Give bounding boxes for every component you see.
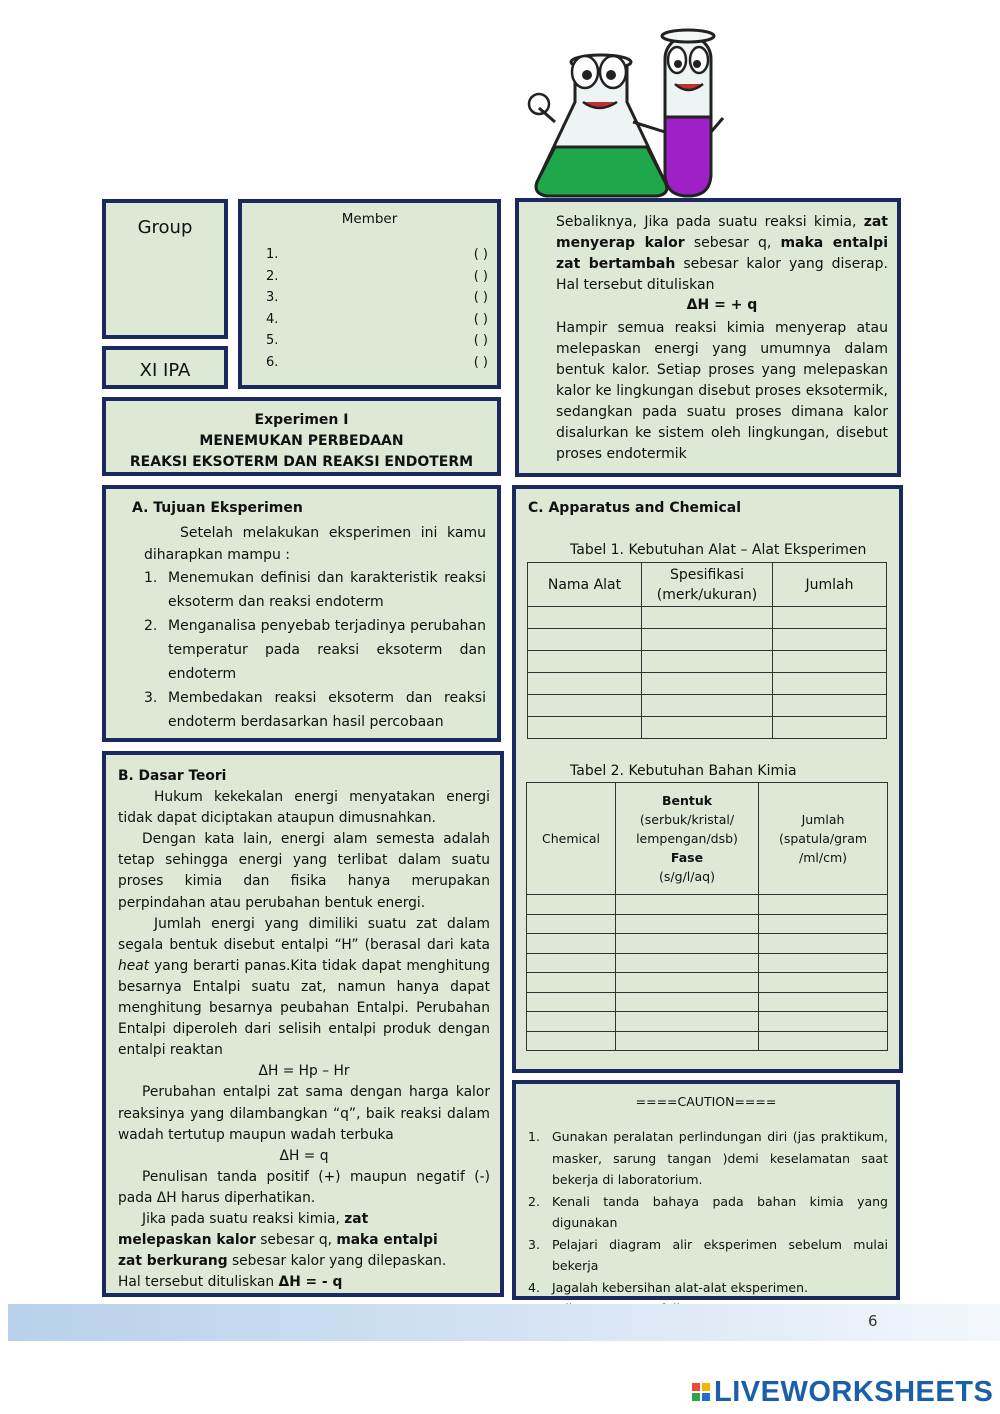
dasar-p6 xyxy=(118,1209,490,1293)
table-row xyxy=(527,953,888,973)
table-cell[interactable] xyxy=(616,992,759,1012)
bahan-header-bentuk-title: Bentuk xyxy=(661,793,713,808)
table-cell[interactable] xyxy=(759,1012,888,1032)
bahan-header-jumlah: Jumlah (spatula/gram /ml/cm) xyxy=(759,783,888,895)
table-cell[interactable] xyxy=(773,673,887,695)
caution-item-text: Kenali tanda bahaya pada bahan kimia yang digunakan xyxy=(552,1193,888,1230)
table-row xyxy=(528,717,887,739)
caution-item-num: 3. xyxy=(528,1236,540,1252)
member-paren: ( ) xyxy=(473,333,488,348)
tujuan-item xyxy=(144,566,486,614)
dasar-p6-d: maka entalpi zat berkurang xyxy=(118,1232,438,1270)
intro-box xyxy=(515,198,901,477)
member-row[interactable] xyxy=(266,309,488,331)
bahan-header-bentuk-sub: (serbuk/kristal/ lempengan/dsb) xyxy=(636,812,738,846)
member-row[interactable] xyxy=(266,287,488,309)
member-num: 5. xyxy=(266,333,279,348)
tujuan-item-num: 2. xyxy=(144,618,158,634)
group-label: Group xyxy=(137,217,193,238)
tujuan-item-text: Membedakan reaksi eksoterm dan reaksi endoterm berdasarkan hasil percobaan xyxy=(168,690,486,730)
bahan-table xyxy=(526,782,888,1051)
table-row xyxy=(527,1031,888,1051)
table-row xyxy=(527,914,888,934)
member-row[interactable] xyxy=(266,266,488,288)
intro-paragraph-2: Hampir semua reaksi kimia menyerap atau melepaskan energi yang umumnya dalam bentuk kalor. Setiap proses yang melepaskan kalor ke lingkungan disebut proses eksotermik, sedangkan pada suatu proses dimana kalor disalurkan ke sistem oleh lingkungan, disebut proses endotermik xyxy=(556,320,888,462)
table-cell[interactable] xyxy=(759,992,888,1012)
member-paren: ( ) xyxy=(473,354,488,370)
experiment-number: Experimen I xyxy=(254,412,349,428)
table-cell[interactable] xyxy=(773,629,887,651)
table-cell[interactable] xyxy=(527,895,616,915)
table-cell[interactable] xyxy=(616,973,759,993)
caution-list xyxy=(528,1126,888,1320)
table1-caption: Tabel 1. Kebutuhan Alat – Alat Eksperimen xyxy=(570,542,867,558)
table-row xyxy=(528,651,887,673)
table-cell[interactable] xyxy=(759,973,888,993)
table-cell[interactable] xyxy=(642,607,773,629)
member-num: 3. xyxy=(266,290,279,305)
tujuan-item xyxy=(144,686,486,734)
table-cell[interactable] xyxy=(528,629,642,651)
tujuan-intro: Setelah melakukan eksperimen ini kamu diharapkan mampu : xyxy=(144,525,486,563)
dasar-p6-b: zat melepaskan kalor xyxy=(118,1210,369,1249)
dasar-p3 xyxy=(118,914,490,1062)
caution-title: ====CAUTION==== xyxy=(635,1094,777,1109)
alat-table xyxy=(527,562,887,739)
bahan-header-bentuk xyxy=(616,783,759,895)
table-row xyxy=(527,895,888,915)
dasar-p4: Perubahan entalpi zat sama dengan harga kalor reaksinya yang dilambangkan “q”, baik reaksi dalam wadah tertutup maupun wadah terbuka xyxy=(118,1084,490,1143)
dasar-formula-1: ΔH = Hp – Hr xyxy=(258,1063,350,1080)
table-row xyxy=(528,695,887,717)
intro-text-e: sebesar kalor yang diserap. Hal tersebut dituliskan xyxy=(556,256,889,293)
tujuan-item-text: Menemukan definisi dan karakteristik reaksi eksoterm dan reaksi endoterm xyxy=(168,570,486,610)
footer-band xyxy=(8,1304,1000,1341)
table-cell[interactable] xyxy=(528,673,642,695)
table-cell[interactable] xyxy=(773,607,887,629)
caution-item-num: 2. xyxy=(528,1193,540,1209)
table-row xyxy=(527,992,888,1012)
intro-paragraph xyxy=(556,212,888,296)
table-cell[interactable] xyxy=(616,895,759,915)
intro-text-c: sebesar q, xyxy=(684,235,781,251)
table-cell[interactable] xyxy=(642,695,773,717)
dasar-p3-a: Jumlah energi yang dimiliki suatu zat dalam segala bentuk disebut entalpi “H” (berasal dari kata xyxy=(118,915,490,953)
table-cell[interactable] xyxy=(527,992,616,1012)
table-row xyxy=(527,934,888,954)
table-cell[interactable] xyxy=(527,934,616,954)
liveworksheets-logo xyxy=(692,1376,993,1408)
table-cell[interactable] xyxy=(527,953,616,973)
table-cell[interactable] xyxy=(616,934,759,954)
table-cell[interactable] xyxy=(773,695,887,717)
table-cell[interactable] xyxy=(528,717,642,739)
member-row[interactable] xyxy=(266,352,488,374)
experiment-title-box xyxy=(102,397,501,476)
apparatus-box xyxy=(512,485,903,1073)
table-cell[interactable] xyxy=(759,953,888,973)
member-num: 1. xyxy=(266,247,279,262)
table-cell[interactable] xyxy=(528,651,642,673)
table-cell[interactable] xyxy=(616,1012,759,1032)
table-cell[interactable] xyxy=(616,953,759,973)
table-row xyxy=(527,1012,888,1032)
tujuan-item-num: 1. xyxy=(144,570,158,586)
alat-header-nama: Nama Alat xyxy=(528,563,642,607)
flask-mascot-illustration xyxy=(515,22,745,200)
table-cell[interactable] xyxy=(642,673,773,695)
table-cell[interactable] xyxy=(759,1031,888,1051)
caution-item-text: Pelajari diagram alir eksperimen sebelum mulai bekerja xyxy=(552,1236,888,1273)
tujuan-item-num: 3. xyxy=(144,690,158,706)
bahan-header-chemical: Chemical xyxy=(527,783,616,895)
member-num: 6. xyxy=(266,354,279,370)
dasar-p3-b: yang berarti panas.Kita tidak dapat menghitung besarnya Entalpi suatu zat, namun hanya dapat menghitung besarnya peubahan Entalpi. Perubahan Entalpi diperoleh dari selisih entalpi produk dengan entalpi reaktan xyxy=(118,957,490,1059)
table-cell[interactable] xyxy=(527,973,616,993)
dasar-p6-a: Jika pada suatu reaksi kimia, xyxy=(142,1210,345,1227)
table-cell[interactable] xyxy=(527,1031,616,1051)
member-paren: ( ) xyxy=(473,290,488,305)
table-cell[interactable] xyxy=(759,914,888,934)
alat-header-spesifikasi: Spesifikasi (merk/ukuran) xyxy=(642,563,773,607)
caution-item-num: 4. xyxy=(528,1279,540,1295)
member-num: 4. xyxy=(266,311,279,327)
member-title: Member xyxy=(341,211,398,227)
dasar-teori-content xyxy=(118,766,490,1293)
table-cell[interactable] xyxy=(528,607,642,629)
table-row xyxy=(528,629,887,651)
table-cell[interactable] xyxy=(616,914,759,934)
caution-item xyxy=(528,1277,888,1299)
brand-name: LIVEWORKSHEETS xyxy=(714,1375,994,1408)
experiment-title-line3: REAKSI EKSOTERM DAN REAKSI ENDOTERM xyxy=(129,454,474,470)
dasar-p6-c: sebesar q, xyxy=(255,1232,337,1249)
member-row[interactable] xyxy=(266,244,488,266)
table-cell[interactable] xyxy=(528,695,642,717)
table-cell[interactable] xyxy=(759,934,888,954)
caution-item-num: 1. xyxy=(528,1129,540,1144)
table-row xyxy=(528,673,887,695)
dasar-formula-2: ΔH = q xyxy=(279,1147,329,1164)
intro-text-b: zat menyerap kalor xyxy=(556,214,888,251)
apparatus-heading: C. Apparatus and Chemical xyxy=(528,500,741,516)
caution-item xyxy=(528,1126,888,1191)
table-cell[interactable] xyxy=(527,1012,616,1032)
table-cell[interactable] xyxy=(527,914,616,934)
member-box xyxy=(238,199,501,389)
class-name: XI IPA xyxy=(139,360,191,381)
caution-box xyxy=(512,1080,900,1300)
tujuan-box xyxy=(102,485,501,742)
bahan-header-fase-title: Fase xyxy=(670,850,704,865)
dasar-p1: Hukum kekekalan energi menyatakan energi tidak dapat diciptakan ataupun dimusnahkan. xyxy=(118,789,490,827)
table-cell[interactable] xyxy=(642,717,773,739)
group-box xyxy=(102,199,228,339)
tujuan-item-text: Menganalisa penyebab terjadinya perubahan temperatur pada reaksi eksoterm dan endoterm xyxy=(168,618,486,682)
table-cell[interactable] xyxy=(642,629,773,651)
bahan-header-fase-sub: (s/g/l/aq) xyxy=(659,869,715,884)
table-cell[interactable] xyxy=(759,895,888,915)
table-cell[interactable] xyxy=(642,651,773,673)
dasar-p2: Dengan kata lain, energi alam semesta adalah tetap sehingga energi yang terlibat dalam suatu proses kimia dan fisika hanya merupakan perpindahan atau perubahan bentuk energi. xyxy=(118,831,490,911)
dasar-p5: Penulisan tanda positif (+) maupun negatif (-) pada ΔH harus diperhatikan. xyxy=(118,1168,490,1206)
dasar-p3-italic: heat xyxy=(118,957,150,974)
tujuan-item xyxy=(144,614,486,686)
member-num: 2. xyxy=(266,268,279,284)
member-list xyxy=(266,244,488,373)
intro-formula: ΔH = + q xyxy=(686,297,758,313)
table-cell[interactable] xyxy=(773,717,887,739)
tujuan-list xyxy=(144,566,486,734)
caution-item-text: Gunakan peralatan perlindungan diri (jas praktikum, masker, sarung tangan )demi keselamatan saat bekerja di laboratorium. xyxy=(552,1129,888,1187)
alat-header-jumlah: Jumlah xyxy=(773,563,887,607)
caution-item xyxy=(528,1234,888,1277)
dasar-teori-heading: B. Dasar Teori xyxy=(118,768,227,784)
dasar-p6-f: ΔH = - q xyxy=(278,1274,343,1291)
member-paren: ( ) xyxy=(473,311,488,327)
table-cell[interactable] xyxy=(616,1031,759,1051)
member-paren: ( ) xyxy=(473,268,488,284)
dasar-p6-e: sebesar kalor yang dilepaskan. Hal tersebut dituliskan xyxy=(118,1253,447,1291)
table-row xyxy=(527,973,888,993)
brand-icon xyxy=(692,1383,710,1401)
caution-item xyxy=(528,1191,888,1234)
dasar-teori-box xyxy=(102,751,504,1297)
member-paren: ( ) xyxy=(473,247,488,262)
table-row xyxy=(528,607,887,629)
intro-text-a: Sebaliknya, Jika pada suatu reaksi kimia, xyxy=(556,214,864,230)
experiment-title-line2: MENEMUKAN PERBEDAAN xyxy=(199,433,404,449)
page-number: 6 xyxy=(868,1312,878,1330)
intro-text-d: maka entalpi zat bertambah xyxy=(556,235,889,272)
member-row[interactable] xyxy=(266,330,488,352)
table2-caption: Tabel 2. Kebutuhan Bahan Kimia xyxy=(570,763,797,779)
table-cell[interactable] xyxy=(773,651,887,673)
tujuan-heading: A. Tujuan Eksperimen xyxy=(132,500,303,516)
caution-item-text: Jagalah kebersihan alat-alat eksperimen. xyxy=(552,1279,808,1295)
class-box xyxy=(102,346,228,389)
